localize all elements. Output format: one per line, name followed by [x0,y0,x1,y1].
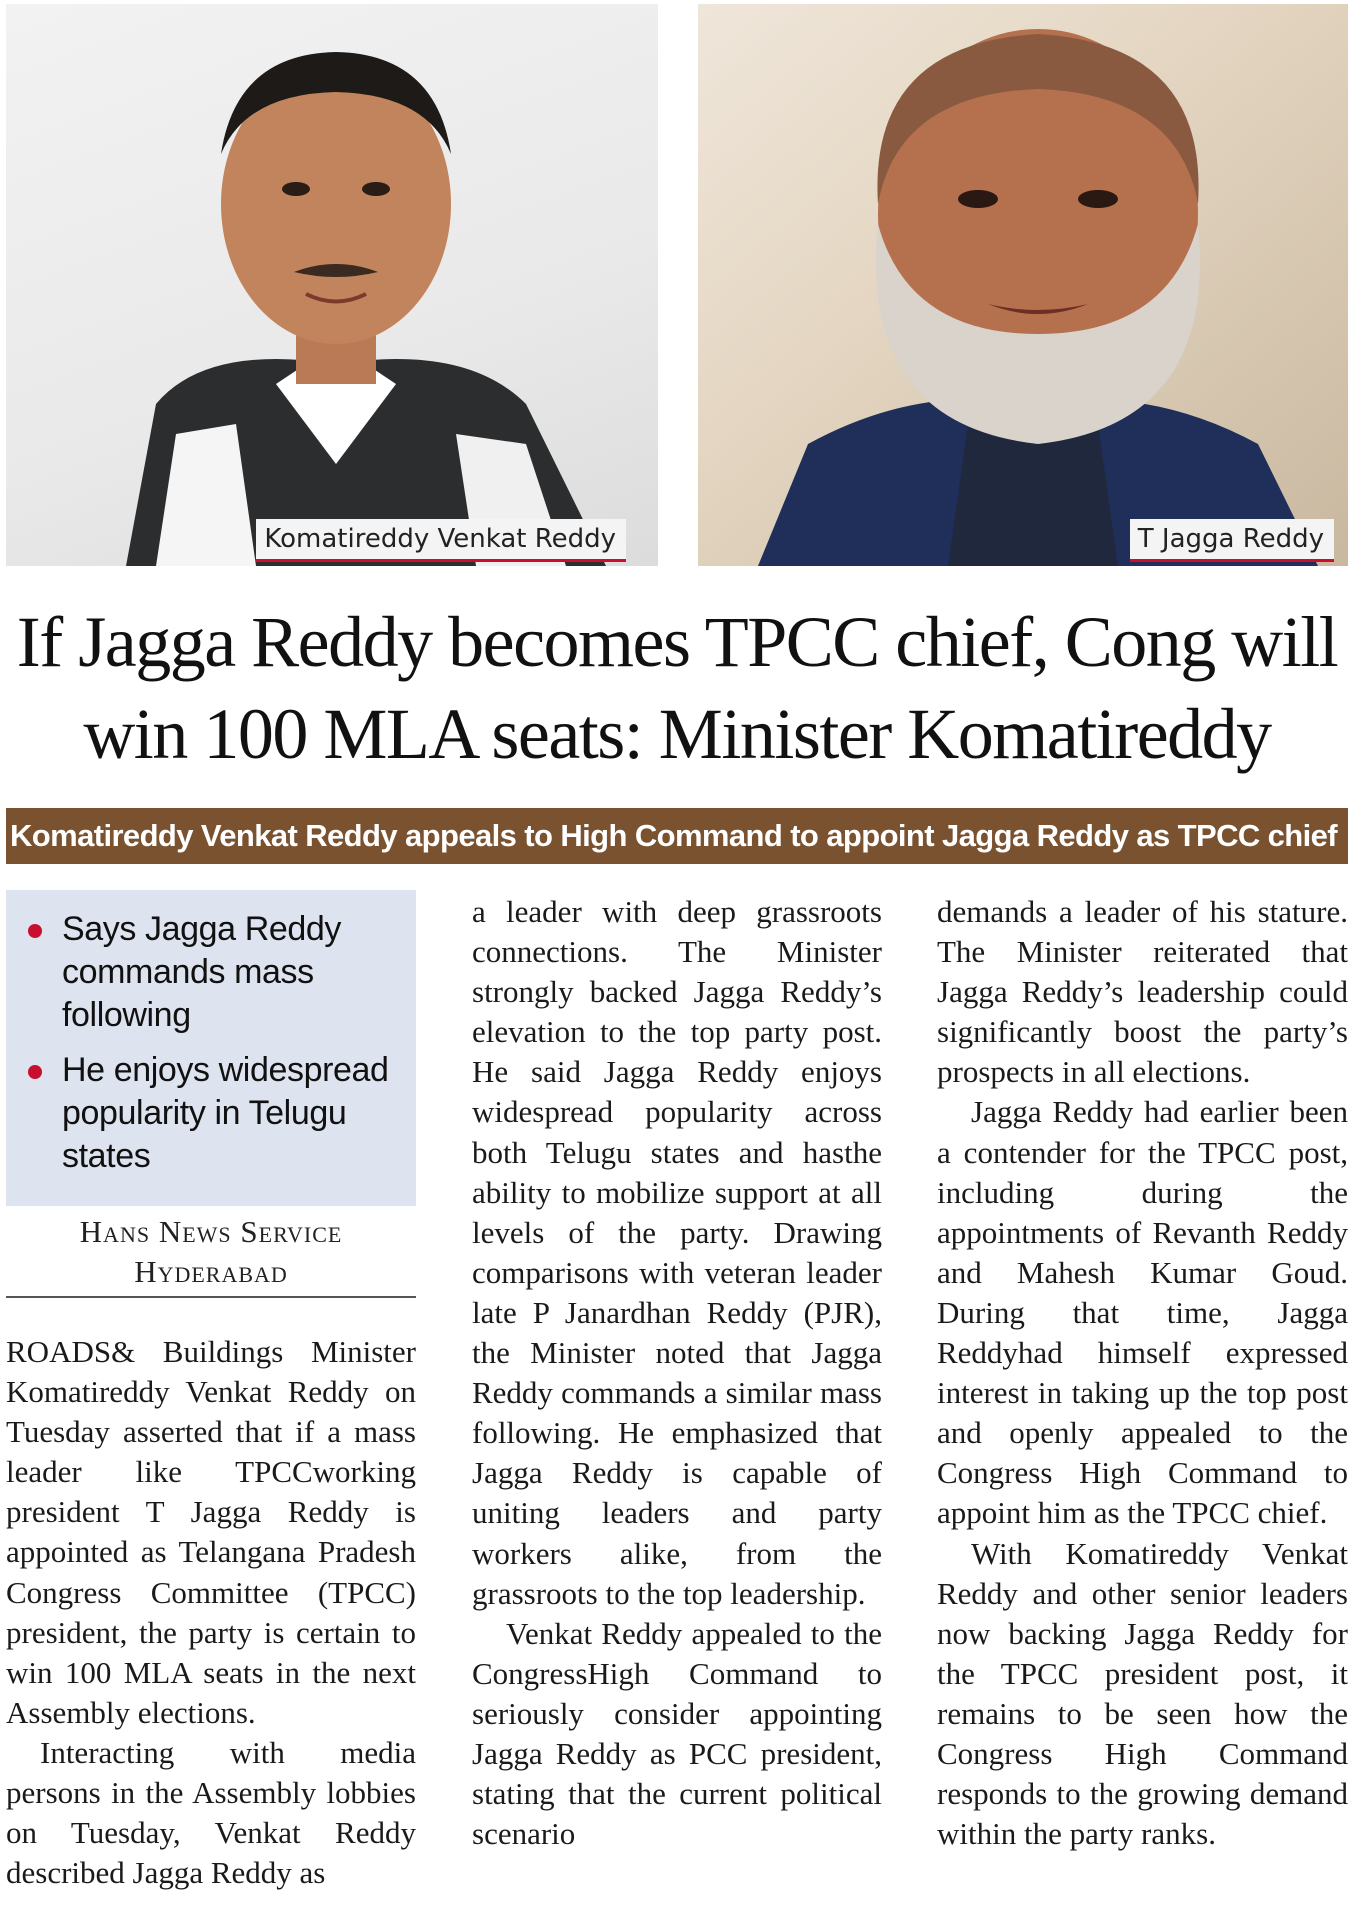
portrait-komatireddy-image [6,4,658,566]
byline [6,1212,416,1292]
bullet-icon [28,1065,42,1079]
article-paragraph: demands a leader of his stature. The Minister reiterated that Jagga Reddy’s leadership could significantly boost the party’s prospects in all elections. [937,894,1348,1090]
article-paragraph: ROADS& Buildings Minister Komatireddy Venkat Reddy on Tuesday asserted that if a mass leader like TPCCworking president T Jagga Reddy is appointed as Telangana Pradesh Congress Committee (TPCC) president, the party is certain to win 100 MLA seats in the next Assembly elections. [6,1334,416,1730]
byline-divider [6,1296,416,1298]
article-paragraph: Jagga Reddy had earlier been a contender for the TPCC post, including during the appointments of Revanth Reddy and Mahesh Kumar Goud. During that time, Jagga Reddyhad himself expressed interest in taking up the top post and openly appealed to the Congress High Command to appoint him as the TPCC chief. [937,1094,1348,1531]
photo-jagga-reddy [698,4,1348,566]
highlights-box [6,890,416,1206]
headline [0,596,1354,780]
article-column-3 [937,892,1348,1854]
highlight-text: He enjoys widespread popularity in Telugu states [62,1051,389,1175]
byline-city: Hyderabad [134,1254,288,1289]
subhead-banner: Komatireddy Venkat Reddy appeals to High Command to appoint Jagga Reddy as TPCC chief [6,808,1348,864]
article-paragraph: Venkat Reddy appealed to the CongressHigh Command to seriously consider appointing Jagga Reddy as PCC president, stating that the current political scenario [472,1615,882,1852]
headline-line-2: win 100 MLA seats: Minister Komatireddy [83,694,1271,774]
article-paragraph: a leader with deep grassroots connections. The Minister strongly backed Jagga Reddy’s elevation to the top party post. He said Jagga Reddy enjoys widespread popularity across both Telugu states and hasthe ability to mobilize support at all levels of the party. Drawing comparisons with veteran leader late P Janardhan Reddy (PJR), the Minister noted that Jagga Reddy commands a similar mass following. He emphasized that Jagga Reddy is capable of uniting leaders and party workers alike, from the grassroots to the top leadership. [472,894,882,1611]
highlight-item [26,1049,406,1178]
article-column-1 [6,1332,416,1893]
headline-line-1: If Jagga Reddy becomes TPCC chief, Cong will [16,602,1338,682]
article-paragraph: Interacting with media persons in the Assembly lobbies on Tuesday, Venkat Reddy described Jagga Reddy as [6,1734,416,1891]
bullet-icon [28,924,42,938]
article-column-2 [472,892,882,1854]
portrait-jagga-reddy-image [698,4,1348,566]
photo-caption-right: T Jagga Reddy [1130,519,1334,562]
article-paragraph: With Komatireddy Venkat Reddy and other senior leaders now backing Jagga Reddy for the TPCC president post, it remains to be seen how the Congress High Command responds to the growing demand within the party ranks. [937,1535,1348,1852]
photo-caption-left: Komatireddy Venkat Reddy [256,519,626,562]
photo-komatireddy [6,4,658,566]
highlight-text: Says Jagga Reddy commands mass following [62,910,341,1034]
highlight-item [26,908,406,1037]
byline-agency: Hans News Service [79,1214,343,1249]
